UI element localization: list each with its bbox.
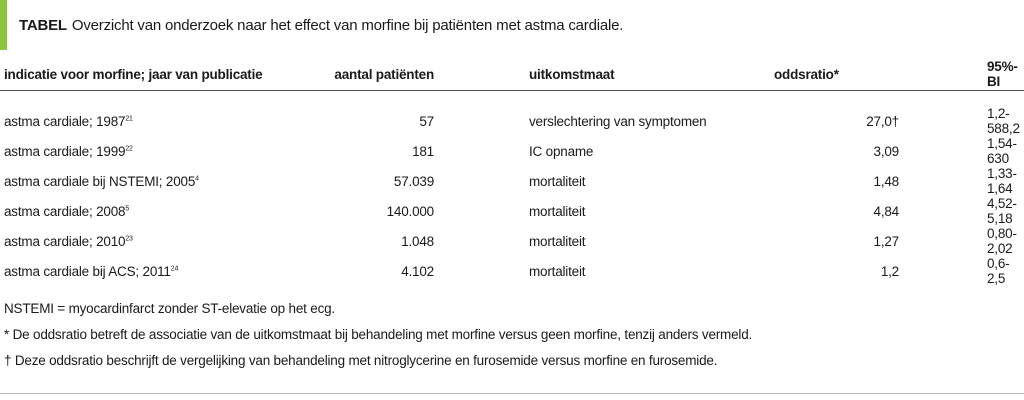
table-caption <box>0 0 1024 50</box>
cell-bi: 1,33-1,64 <box>987 166 1017 196</box>
cell-oddsratio: 1,2 <box>880 263 899 279</box>
header-row <box>0 58 1024 91</box>
cell-aantal: 181 <box>412 143 434 159</box>
table-row <box>0 226 1024 256</box>
cell-indicatie: astma cardiale; 2008$^5$ <box>4 203 130 219</box>
cell-indicatie: astma cardiale bij NSTEMI; 2005$^4$ <box>4 173 199 189</box>
cell-bi: 1,54-630 <box>987 136 1017 166</box>
header-indicatie: indicatie voor morfine; jaar van publicatie <box>0 58 334 91</box>
cell-uitkomst: mortaliteit <box>529 233 586 249</box>
cell-aantal: 57 <box>419 113 434 129</box>
cell-bi: 1,2-588,2 <box>987 106 1020 136</box>
cell-indicatie: astma cardiale; 2010$^{23}$ <box>4 233 133 249</box>
note-nstemi: NSTEMI = myocardinfarct zonder ST-elevatie op het ecg. <box>4 301 335 316</box>
cell-aantal: 4.102 <box>401 263 434 279</box>
cell-aantal: 1.048 <box>401 233 434 249</box>
data-table <box>0 58 1024 286</box>
table-row <box>0 166 1024 196</box>
cell-indicatie: astma cardiale; 1999$^{22}$ <box>4 143 133 159</box>
table-notes <box>4 296 752 374</box>
table-row <box>0 256 1024 286</box>
table-row <box>0 196 1024 226</box>
cell-bi: 0,80-2,02 <box>987 226 1017 256</box>
cell-uitkomst: IC opname <box>529 143 594 159</box>
bottom-divider <box>0 393 1024 394</box>
cell-bi: 0,6-2,5 <box>987 256 1010 286</box>
header-uitkomstmaat: uitkomstmaat <box>529 58 774 91</box>
cell-uitkomst: verslechtering van symptomen <box>529 113 707 129</box>
cell-oddsratio: 3,09 <box>873 143 899 159</box>
cell-uitkomst: mortaliteit <box>529 263 586 279</box>
cell-indicatie: astma cardiale; 1987$^{21}$ <box>4 113 133 129</box>
header-bi: 95%-BI <box>987 58 1024 91</box>
table-row <box>0 106 1024 136</box>
note-oddsratio: * De oddsratio betreft de associatie van de uitkomstmaat bij behandeling met morfine versus geen morfine, tenzij anders vermeld. <box>4 327 753 342</box>
table-row <box>0 136 1024 166</box>
caption-label: TABEL <box>19 16 67 34</box>
cell-oddsratio: 1,48 <box>873 173 899 189</box>
caption-text: Overzicht van onderzoek naar het effect van morfine bij patiënten met astma cardiale. <box>71 16 624 34</box>
cell-uitkomst: mortaliteit <box>529 173 586 189</box>
header-aantal: aantal patiënten <box>334 58 529 91</box>
cell-oddsratio: 4,84 <box>873 203 899 219</box>
note-dagger: † Deze oddsratio beschrijft de vergelijking van behandeling met nitroglycerine en furosemide versus morfine en furosemide. <box>4 353 718 368</box>
cell-oddsratio: 1,27 <box>873 233 899 249</box>
cell-bi: 4,52-5,18 <box>987 196 1017 226</box>
header-oddsratio: oddsratio* <box>774 58 987 91</box>
cell-indicatie: astma cardiale bij ACS; 2011$^{24}$ <box>4 263 179 279</box>
cell-aantal: 57.039 <box>393 173 434 189</box>
cell-oddsratio: 27,0† <box>866 113 899 129</box>
cell-uitkomst: mortaliteit <box>529 203 586 219</box>
cell-aantal: 140.000 <box>386 203 434 219</box>
